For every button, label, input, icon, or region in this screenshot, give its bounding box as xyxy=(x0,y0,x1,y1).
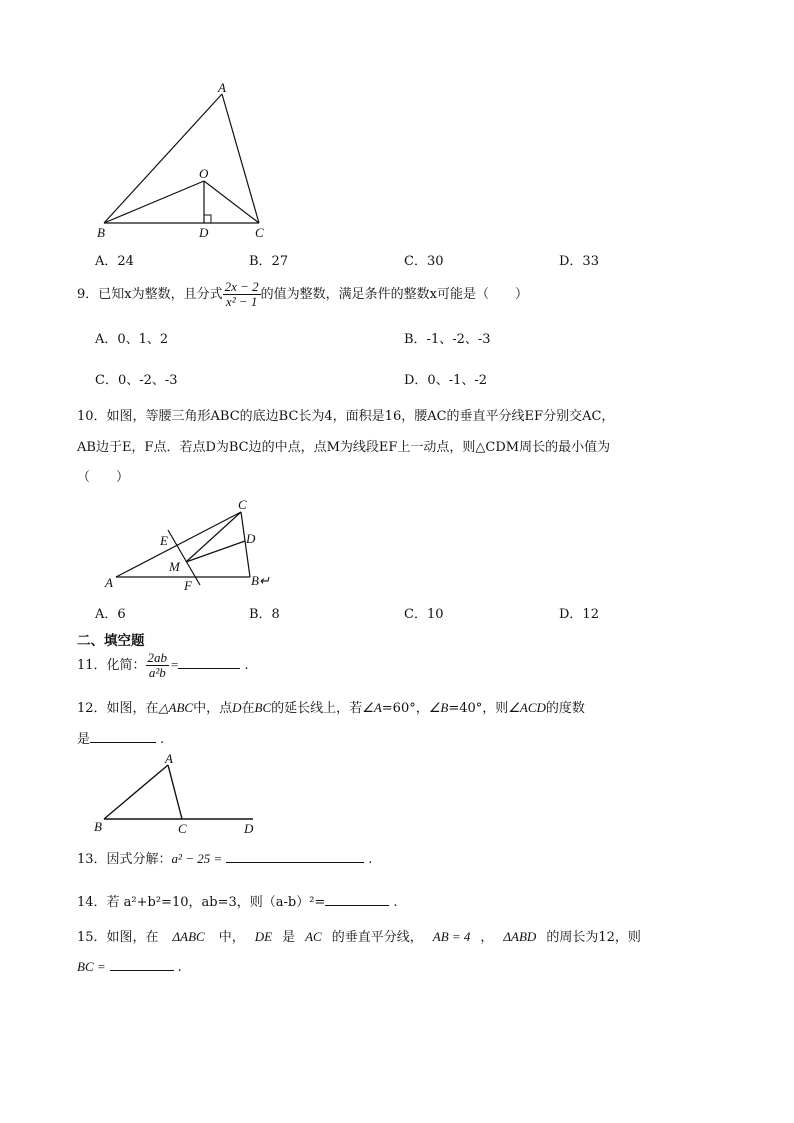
q12-angle-a: ∠A xyxy=(362,700,382,715)
q12-text-4: 的延长线上，若 xyxy=(271,701,363,716)
q8-label-c: C xyxy=(255,225,264,240)
q10-label-m: M xyxy=(169,559,180,574)
q15-line-2 xyxy=(77,958,182,975)
q12-point-d: D xyxy=(232,700,242,715)
q12-text-2: 中，点 xyxy=(193,701,233,716)
q10-option-a[interactable]: A．6 xyxy=(95,607,126,622)
q15-text-2: 中， xyxy=(218,930,245,945)
q8-option-c[interactable]: C．30 xyxy=(404,254,444,269)
q15-text-1: 15．如图，在 xyxy=(77,930,159,945)
q12-label-d: D xyxy=(244,821,254,836)
q10-option-d[interactable]: D．12 xyxy=(559,607,599,622)
q13-stem xyxy=(77,848,372,867)
q9-fraction-denominator: x² − 1 xyxy=(225,294,258,309)
q12-label-c: C xyxy=(178,821,187,836)
q14-stem xyxy=(77,891,397,910)
q12-text-6: =40°，则 xyxy=(448,701,509,716)
q13-end: . xyxy=(368,852,373,867)
q9-number: 9． xyxy=(77,287,99,302)
q15-triangle-abd: ΔABD xyxy=(503,929,537,944)
q12-text-5: =60°， xyxy=(381,701,429,716)
q12-text-7: 的度数 xyxy=(545,701,585,716)
q12-segment-ba xyxy=(104,765,168,819)
q10-line-2: AB边于E，F点．若点D为BC边的中点，点M为线段EF上一动点，则△CDM周长的最小值为 xyxy=(77,440,611,455)
q10-label-e: E xyxy=(160,533,168,548)
q15-segment-de: DE xyxy=(254,929,273,944)
q15-bc-equals: BC = xyxy=(77,959,106,974)
section-title-fill-in: 二、填空题 xyxy=(77,633,145,649)
q8-option-d[interactable]: D．33 xyxy=(559,254,599,269)
q8-option-a[interactable]: A．24 xyxy=(95,254,134,269)
q15-ab-equals: AB = 4 xyxy=(432,929,471,944)
q10-label-a: A xyxy=(105,575,113,590)
q12-label-b: B xyxy=(94,819,102,834)
q15-text-4: 的垂直平分线， xyxy=(331,930,423,945)
q8-option-b[interactable]: B．27 xyxy=(249,254,289,269)
q13-expression: a² − 25 = xyxy=(171,851,223,866)
q8-label-d: D xyxy=(199,225,209,240)
q12-text-3: 在 xyxy=(241,701,255,716)
q10-option-c[interactable]: C．10 xyxy=(404,607,444,622)
q15-text-3: 是 xyxy=(282,930,296,945)
q15-comma: ， xyxy=(480,930,494,945)
q15-answer-blank[interactable] xyxy=(110,958,174,971)
q8-label-o: O xyxy=(199,166,209,181)
q15-end: . xyxy=(177,960,182,975)
q10-label-d: D xyxy=(246,531,256,546)
q9-option-c[interactable]: C．0、-2、-3 xyxy=(95,373,178,388)
q14-text: 14．若 a²+b²=10，ab=3，则（a-b）²= xyxy=(77,895,326,910)
q12-triangle-abc: △ABC xyxy=(158,700,194,715)
q11-end: . xyxy=(244,658,249,673)
q14-end: . xyxy=(393,895,398,910)
q8-label-b: B xyxy=(97,225,105,240)
q15-triangle-abc: ΔABC xyxy=(172,929,205,944)
q12-segment-bc: BC xyxy=(254,700,272,715)
q14-answer-blank[interactable] xyxy=(325,893,389,906)
q11-fraction-numerator: 2ab xyxy=(147,650,168,665)
q15-segment-ac: AC xyxy=(305,929,322,944)
q9-stem-pre: 已知x为整数，且分式 xyxy=(98,287,223,302)
q11-prefix: 11．化简： xyxy=(77,658,146,673)
q8-label-a: A xyxy=(218,80,226,95)
q10-label-f: F xyxy=(184,578,192,593)
q11-fraction-denominator: a²b xyxy=(148,665,166,680)
q13-prefix: 13．因式分解： xyxy=(77,852,172,867)
q12-angle-b: ∠B xyxy=(428,700,449,715)
q9-fraction-numerator: 2x − 2 xyxy=(224,279,259,294)
q15-text-5: 的周长为12，则 xyxy=(546,930,641,945)
q10-label-b: B↵ xyxy=(251,573,270,588)
q10-line-3: （ ） xyxy=(77,470,130,485)
q10-label-c: C xyxy=(238,497,247,512)
q12-text-1: 12．如图，在 xyxy=(77,701,159,716)
q11-equals: = xyxy=(171,657,179,672)
q10-line-1: 10．如图，等腰三角形ABC的底边BC长为4，面积是16，腰AC的垂直平分线EF分别交AC， xyxy=(77,409,615,424)
q15-line-1 xyxy=(77,926,641,945)
q12-line2-end: . xyxy=(160,732,165,747)
q12-angle-acd: ∠ACD xyxy=(508,700,546,715)
q12-segment-ac xyxy=(168,765,182,819)
q13-answer-blank[interactable] xyxy=(226,850,364,863)
q10-option-b[interactable]: B．8 xyxy=(249,607,280,622)
q12-label-a: A xyxy=(165,751,173,766)
q9-option-a[interactable]: A．0、1、2 xyxy=(95,332,169,347)
q9-stem-post: 的值为整数，满足条件的整数x可能是（ ） xyxy=(260,287,529,302)
q9-option-b[interactable]: B．-1、-2、-3 xyxy=(404,332,491,347)
q9-option-d[interactable]: D．0、-1、-2 xyxy=(404,373,488,388)
q12-line2-pre: 是 xyxy=(77,732,91,747)
